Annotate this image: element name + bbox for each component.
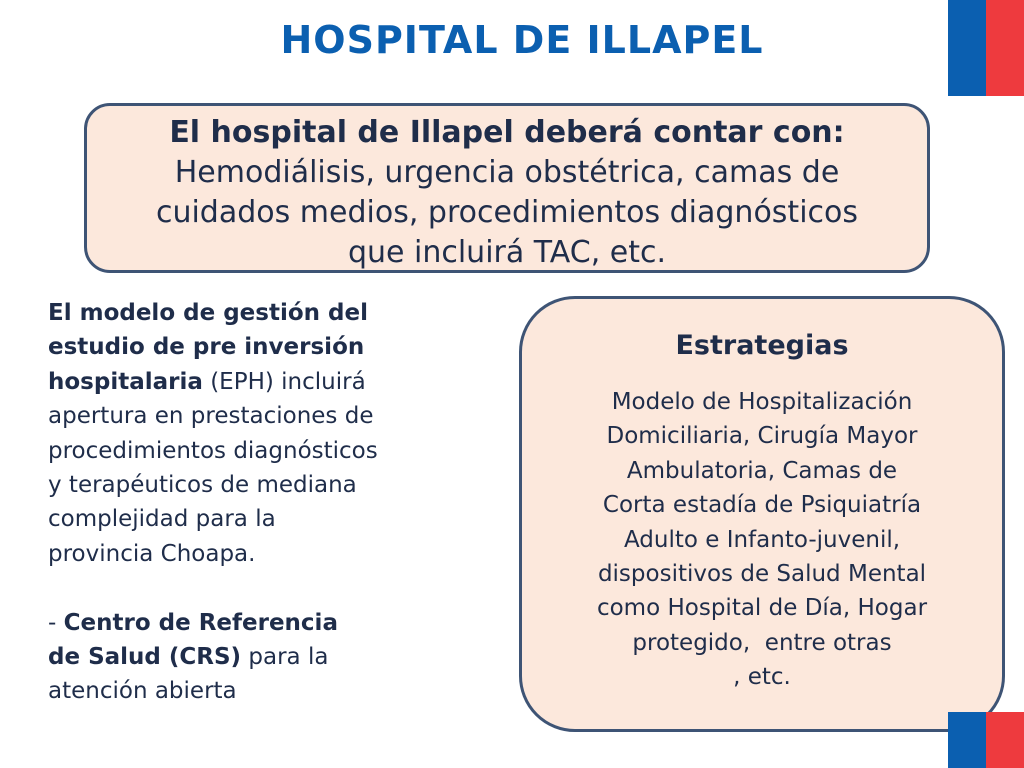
model-line: complejidad para la — [48, 506, 276, 533]
requirements-line: Hemodiálisis, urgencia obstétrica, camas de — [174, 155, 840, 190]
requirements-heading: El hospital de Illapel deberá contar con: — [169, 115, 845, 150]
strategies-line: Ambulatoria, Camas de — [626, 457, 898, 484]
model-bold-line: estudio de pre inversión — [48, 334, 365, 361]
model-line: y terapéuticos de mediana — [48, 472, 357, 499]
strategies-line: protegido, entre otras — [632, 629, 892, 656]
page-title: HOSPITAL DE ILLAPEL — [280, 18, 764, 62]
paragraph-gap — [48, 571, 488, 605]
flag-stripe-blue — [948, 712, 986, 768]
management-model-text — [48, 296, 488, 709]
model-line: apertura en prestaciones de — [48, 403, 374, 430]
strategies-line: Corta estadía de Psiquiatría — [602, 492, 922, 519]
strategies-line: Modelo de Hospitalización — [611, 389, 913, 415]
model-line — [48, 365, 488, 399]
flag-decoration-bottom — [948, 712, 1024, 768]
crs-line — [48, 640, 488, 674]
model-bold-line: El modelo de gestión del — [48, 300, 368, 326]
model-text: (EPH) incluirá — [202, 368, 366, 395]
requirements-line: cuidados medios, procedimientos diagnósticos — [155, 195, 859, 230]
strategies-heading: Estrategias — [675, 330, 849, 361]
crs-line — [48, 606, 488, 640]
model-line: provincia Choapa. — [48, 540, 256, 567]
crs-bold-term: Centro de Referencia — [63, 609, 338, 636]
requirements-line: que incluirá TAC, etc. — [347, 235, 667, 270]
strategies-line: dispositivos de Salud Mental — [597, 561, 927, 588]
crs-dash: - — [48, 609, 64, 636]
model-bold-term: hospitalaria — [48, 368, 203, 395]
crs-bold-term: de Salud (CRS) — [48, 644, 242, 671]
crs-line: atención abierta — [48, 678, 237, 705]
flag-stripe-red — [986, 712, 1024, 768]
strategies-line: Domiciliaria, Cirugía Mayor — [606, 423, 918, 450]
model-line: procedimientos diagnósticos — [48, 437, 378, 464]
strategies-line: , etc. — [733, 664, 791, 691]
strategies-line: Adulto e Infanto-juvenil, — [623, 526, 901, 553]
strategies-body — [522, 385, 1002, 695]
strategies-box — [519, 296, 1005, 732]
requirements-box — [84, 103, 930, 273]
strategies-line: como Hospital de Día, Hogar — [596, 595, 928, 622]
crs-text: para la — [241, 644, 329, 671]
